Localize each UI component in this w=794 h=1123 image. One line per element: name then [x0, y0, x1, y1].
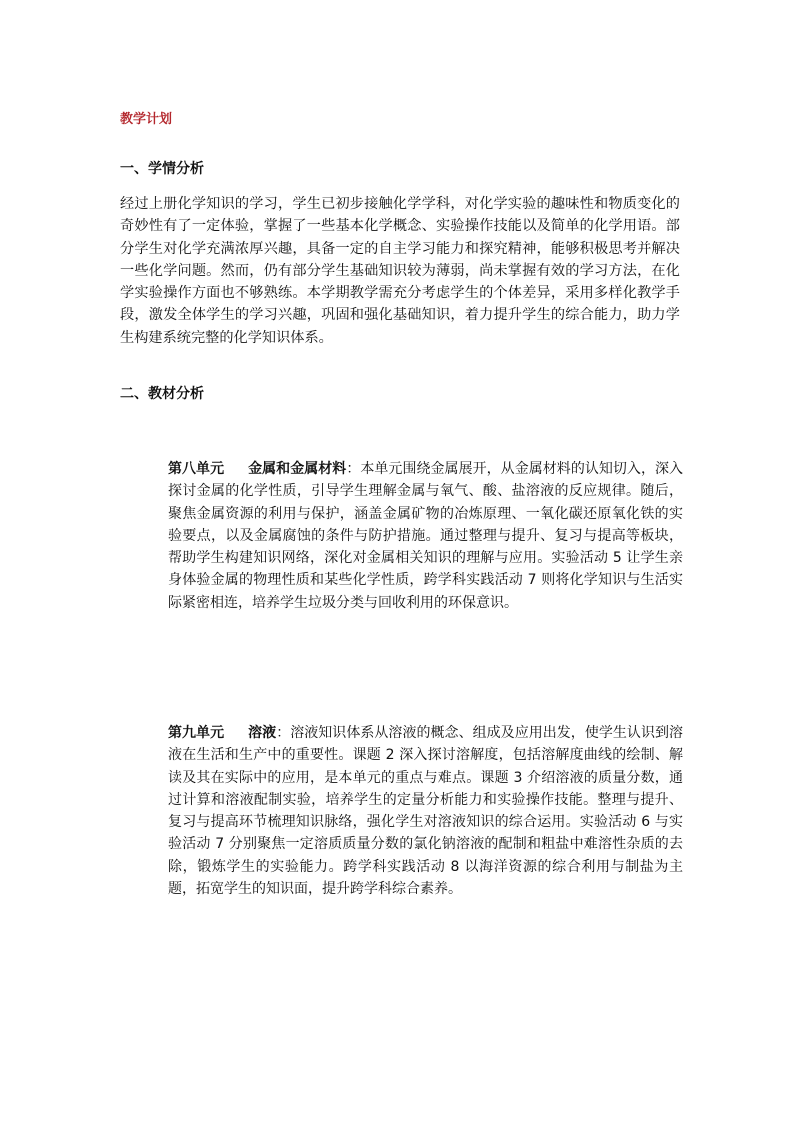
unit-8-paragraph: [168, 458, 683, 614]
section-heading-textbook-analysis: 二、教材分析: [120, 386, 204, 402]
unit-description: 溶液知识体系从溶液的概念、组成及应用出发，使学生认识到溶液在生活和生产中的重要性。课题 2 深入探讨溶解度，包括溶解度曲线的绘制、解读及其在实际中的应用，是本单元的重点与难点。课题 3 介绍溶液的质量分数，通过计算和溶液配制实验，培养学生的定量分析能力和实验操作技能。整理与提升、复习与提高环节梳理知识脉络，强化学生对溶液知识的综合运用。实验活动 6 与实验活动 7 分别聚焦一定溶质质量分数的氯化钠溶液的配制和粗盐中难溶性杂质的去除，锻炼学生的实验能力。跨学科实践活动 8 以海洋资源的综合利用与制盐为主题，拓宽学生的知识面，提升跨学科综合素养。: [168, 725, 684, 898]
unit-description: 本单元围绕金属展开，从金属材料的认知切入，深入探讨金属的化学性质，引导学生理解金属与氧气、酸、盐溶液的反应规律。随后，聚焦金属资源的利用与保护，涵盖金属矿物的冶炼原理、一氧化碳还原氧化铁的实验要点，以及金属腐蚀的条件与防护措施。通过整理与提升、复习与提高等板块，帮助学生构建知识网络，深化对金属相关知识的理解与应用。实验活动 5 让学生亲身体验金属的物理性质和某些化学性质，跨学科实践活动 7 则将化学知识与生活实际紧密相连，培养学生垃圾分类与回收利用的环保意识。: [168, 461, 684, 611]
unit-separator: ：: [276, 725, 291, 741]
unit-number: 第八单元: [168, 461, 225, 477]
section-heading-student-analysis: 一、学情分析: [120, 161, 204, 177]
student-analysis-paragraph: 经过上册化学知识的学习，学生已初步接触化学学科，对化学实验的趣味性和物质变化的奇妙性有了一定体验，掌握了一些基本化学概念、实验操作技能以及简单的化学用语。部分学生对化学充满浓厚兴趣，具备一定的自主学习能力和探究精神，能够积极思考并解决一些化学问题。然而，仍有部分学生基础知识较为薄弱，尚未掌握有效的学习方法，在化学实验操作方面也不够熟练。本学期教学需充分考虑学生的个体差异，采用多样化教学手段，激发全体学生的学习兴趣，巩固和强化基础知识，着力提升学生的综合能力，助力学生构建系统完整的化学知识体系。: [120, 196, 680, 346]
unit-9-paragraph: [168, 722, 683, 900]
unit-name: 金属和金属材料: [248, 461, 347, 477]
document-title: 教学计划: [120, 112, 173, 127]
unit-name: 溶液: [248, 725, 277, 741]
unit-number: 第九单元: [168, 725, 225, 741]
unit-separator: ：: [346, 461, 361, 477]
